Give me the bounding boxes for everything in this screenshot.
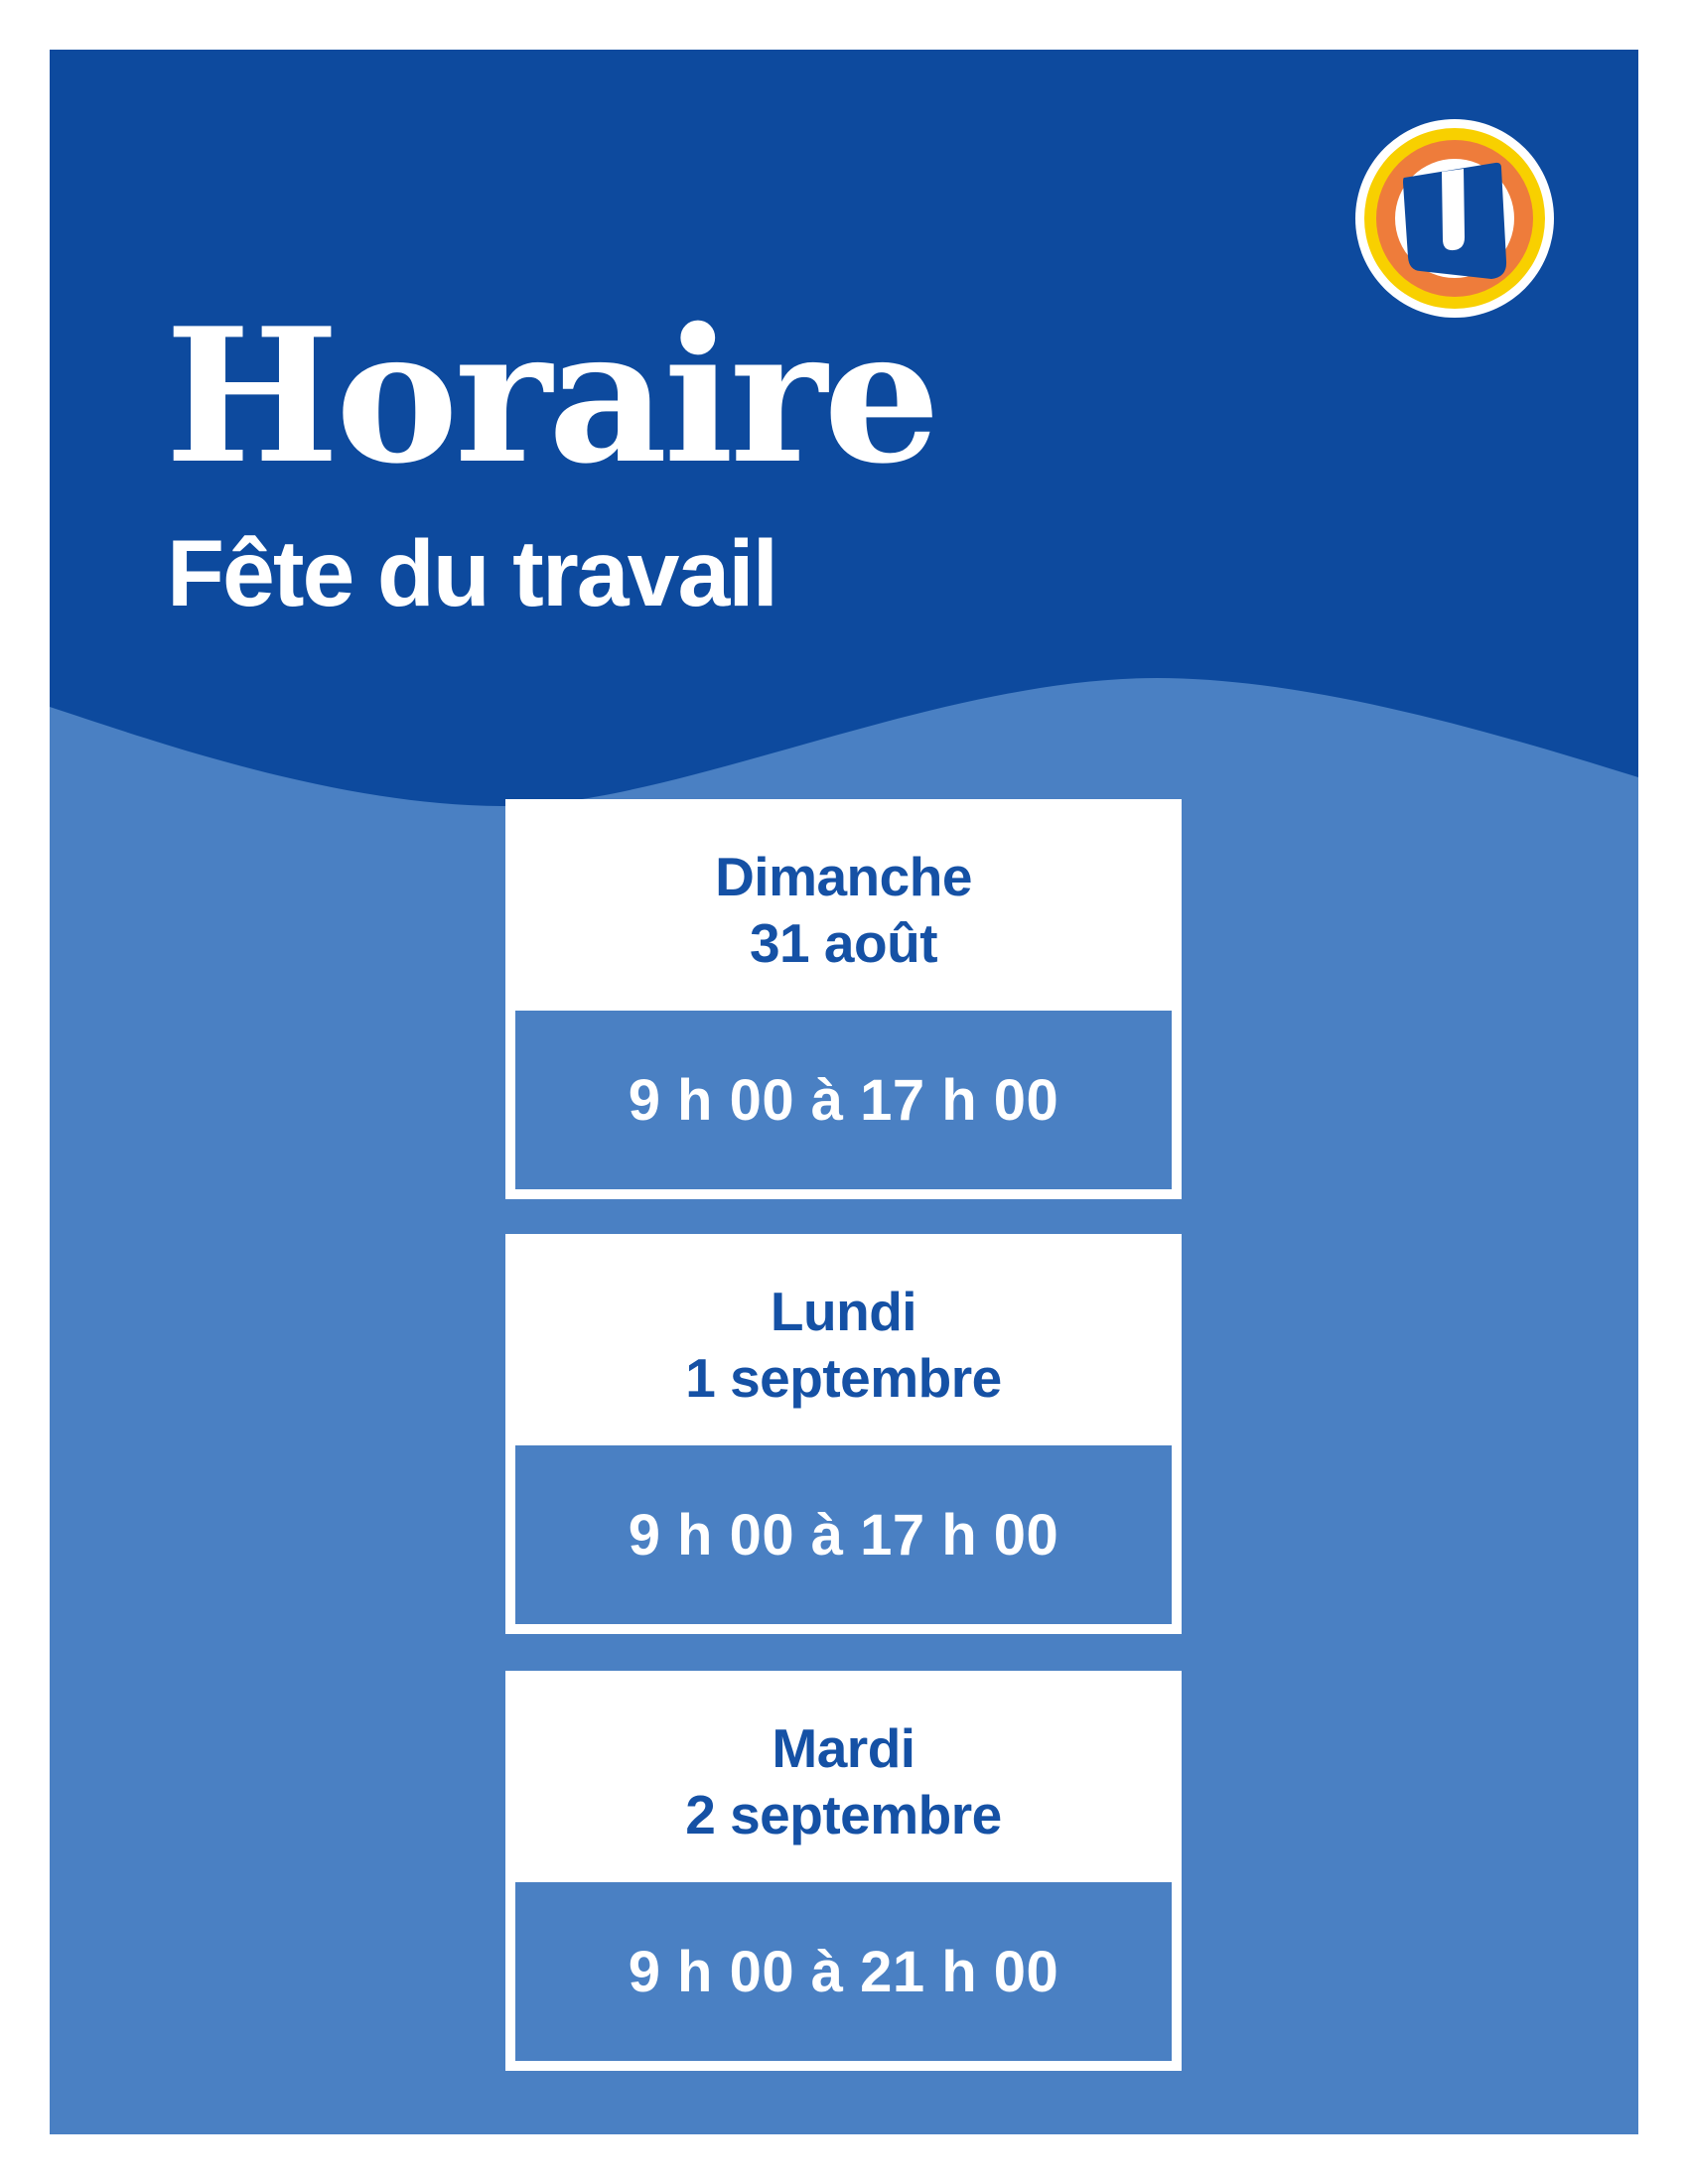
card-day-block	[515, 1244, 1172, 1445]
card-day-block	[515, 1681, 1172, 1882]
card-hours-banner	[515, 1882, 1172, 2061]
card-hours-banner	[515, 1011, 1172, 1189]
card-day-block	[515, 809, 1172, 1011]
schedule-card	[505, 799, 1182, 1199]
schedule-card	[505, 1671, 1182, 2071]
u-logo-icon	[1353, 117, 1556, 320]
brand-logo	[1353, 117, 1556, 320]
card-day-label: Mardi	[772, 1716, 915, 1779]
card-hours-label: 9 h 00 à 17 h 00	[628, 1502, 1059, 1568]
poster-inner	[50, 50, 1638, 2134]
card-date-label: 2 septembre	[685, 1783, 1002, 1845]
card-day-label: Dimanche	[715, 845, 972, 907]
card-date-label: 31 août	[749, 911, 938, 974]
card-hours-banner	[515, 1445, 1172, 1624]
card-hours-label: 9 h 00 à 17 h 00	[628, 1067, 1059, 1133]
schedule-card	[505, 1234, 1182, 1634]
page-subtitle: Fête du travail	[167, 521, 777, 626]
card-day-label: Lundi	[770, 1280, 917, 1342]
card-date-label: 1 septembre	[685, 1346, 1002, 1409]
card-hours-label: 9 h 00 à 21 h 00	[628, 1939, 1059, 2004]
page-title: Horaire	[165, 287, 937, 504]
